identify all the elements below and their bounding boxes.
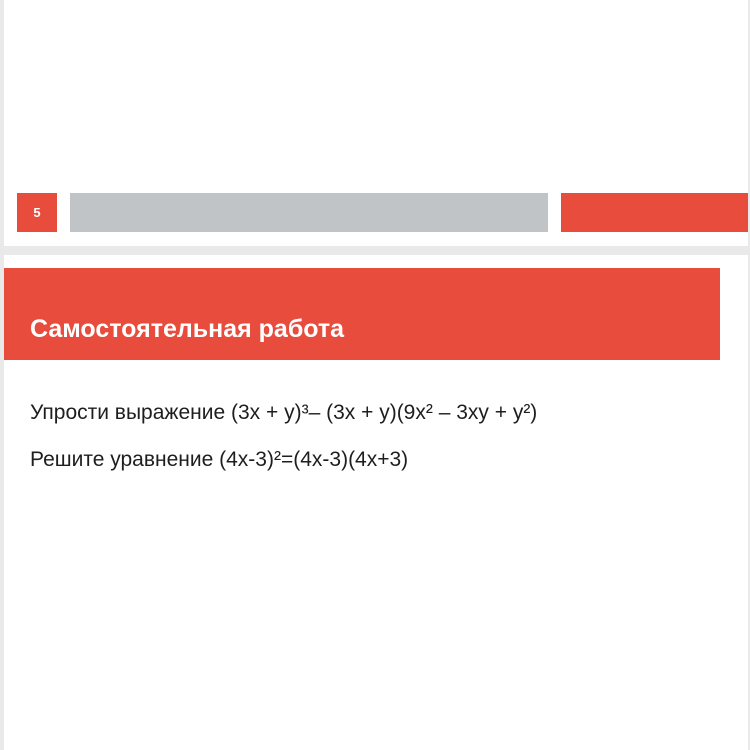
slide-title: Самостоятельная работа (30, 315, 345, 343)
gray-footer-bar (70, 193, 548, 232)
task-simplify-expression: Упрости выражение (3x + y)³– (3x + y)(9x² – 3xy + y²) (30, 401, 538, 424)
current-slide (4, 255, 748, 750)
page-number: 5 (33, 205, 41, 220)
red-footer-bar (561, 193, 748, 232)
previous-slide (4, 0, 748, 246)
title-banner (4, 268, 720, 360)
page-number-badge (17, 193, 57, 232)
task-solve-equation: Решите уравнение (4x-3)²=(4x-3)(4x+3) (30, 448, 409, 471)
